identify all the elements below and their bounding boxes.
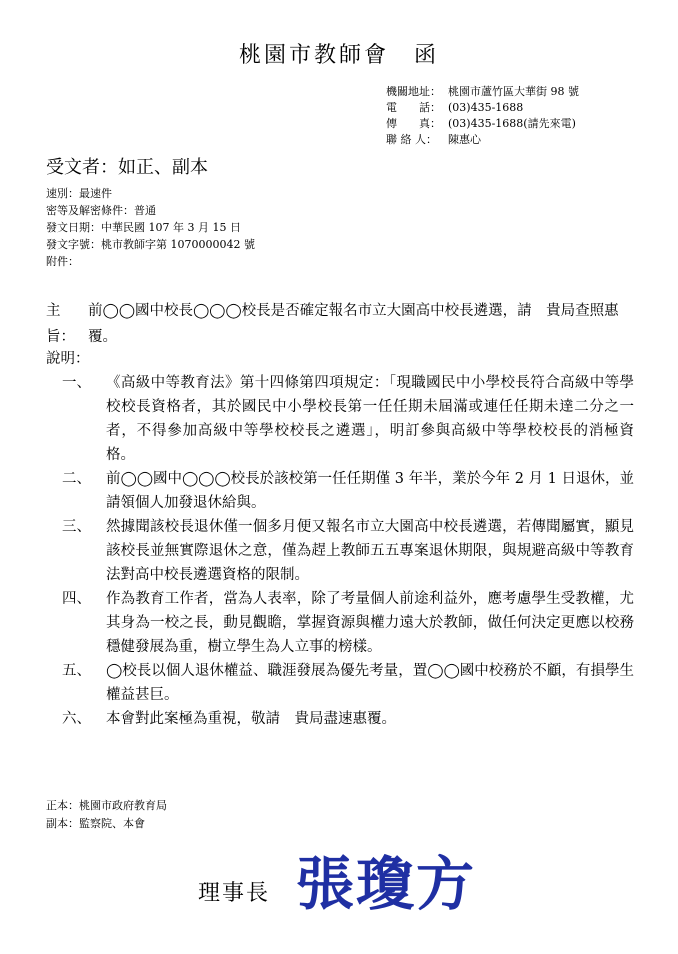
explanation-item: 六、 本會對此案極為重視，敬請 貴局盡速惠覆。: [62, 711, 396, 727]
meta-doc-number: 發文字號：桃市教師字第 1070000042 號: [46, 238, 255, 251]
contact-phone: 電 話： (03)435-1688: [386, 101, 524, 114]
subject-section: [46, 298, 646, 350]
explanation-item: 五、 ◯校長以個人退休權益、職涯發展為優先考量，置◯◯國中校務於不顧，有損學生權益甚巨。: [62, 663, 634, 703]
contact-fax: 傳 真： (03)435-1688(請先來電): [386, 117, 576, 130]
signatory-title: 理事長: [198, 881, 271, 906]
explanation-item: 四、 作為教育工作者，當為人表率，除了考量個人前途利益外，應考慮學生受教權，尤其身為一校之長，動見觀瞻，掌握資源與權力遠大於教師，做任何決定更應以校務穩健發展為重，樹立學生為人立事的榜樣。: [62, 591, 634, 655]
subject-text: 前◯◯國中校長◯◯◯校長是否確定報名市立大園高中校長遴選，請 貴局查照惠覆。: [88, 303, 619, 345]
contact-address: 機關地址： 桃園市蘆竹區大華街 98 號: [386, 85, 579, 98]
explanation-item: 二、 前◯◯國中◯◯◯校長於該校第一任任期僅 3 年半，業於今年 2 月 1 日退休，並請領個人加發退休給與。: [62, 471, 634, 511]
document-title: 桃園市教師會 函: [238, 43, 439, 68]
meta-attachment: 附件：: [46, 255, 79, 268]
explanation-item: 三、 然據聞該校長退休僅一個多月便又報名市立大園高中校長遴選，若傳聞屬實，顯見該校長並無實際退休之意，僅為趕上教師五五專案退休期限，與規避高級中等教育法對高中校長遴選資格的限制。: [62, 519, 634, 583]
explanation-list: [62, 371, 634, 731]
contact-person: 聯 絡 人： 陳惠心: [386, 133, 481, 146]
meta-security: 密等及解密條件：普通: [46, 204, 156, 217]
document-meta: [46, 185, 255, 270]
meta-date: 發文日期：中華民國 107 年 3 月 15 日: [46, 221, 241, 234]
explanation-item: 一、 《高級中等教育法》第十四條第四項規定：「現職國民中小學校長符合高級中等學校校長資格者，其於國民中小學校長第一任任期未屆滿或連任任期未達二分之一者，不得參加高級中等學校校長之遴選」，明訂參與高級中等學校校長的消極資格。: [62, 375, 634, 463]
distribution-block: [46, 797, 167, 833]
subject-label: 主旨：: [46, 303, 75, 345]
contact-block: [386, 84, 579, 148]
distribution-copy: 副本：監察院、本會: [46, 817, 145, 830]
distribution-original: 正本：桃園市政府教育局: [46, 799, 167, 812]
recipient-line: 受文者：如正、副本: [46, 157, 208, 178]
signature-name: 張瓊方: [296, 850, 477, 918]
meta-speed: 速別：最速件: [46, 187, 112, 200]
signature-stamp: [294, 842, 494, 922]
explanation-label: 說明：: [46, 351, 90, 367]
